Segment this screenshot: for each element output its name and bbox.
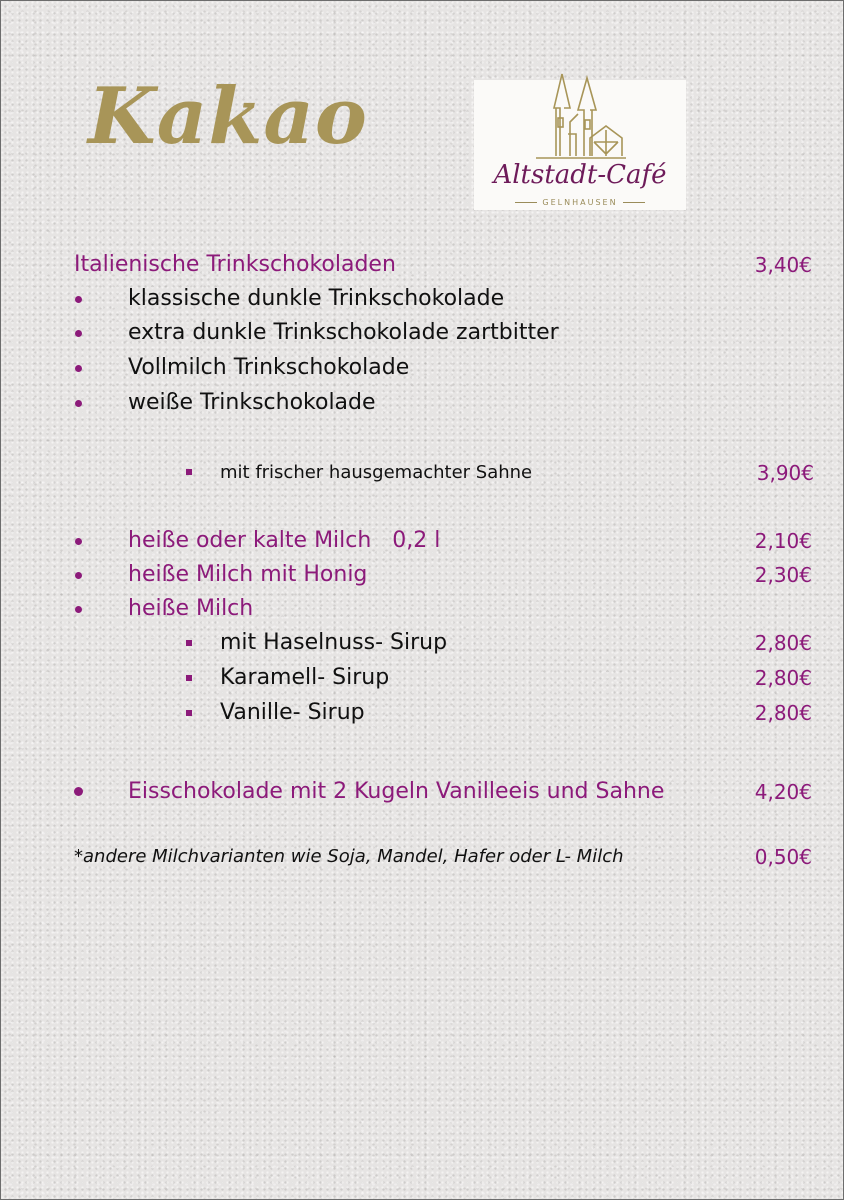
cream-option-label: mit frischer hausgemachter Sahne xyxy=(220,462,533,483)
footnote-label: *andere Milchvarianten wie Soja, Mandel, Hafer oder L- Milch xyxy=(74,846,624,867)
syrup-label: Vanille- Sirup xyxy=(220,700,365,725)
menu-item xyxy=(0,560,844,590)
bullet-icon xyxy=(75,296,82,303)
bullet-icon xyxy=(75,538,82,545)
chocolate-type: extra dunkle Trinkschokolade zartbitter xyxy=(128,320,559,345)
section-heading: Italienische Trinkschokoladen xyxy=(74,252,396,277)
footnote-row xyxy=(0,842,844,872)
list-item xyxy=(0,353,844,383)
cafe-logo xyxy=(474,80,686,210)
syrup-label: Karamell- Sirup xyxy=(220,665,390,690)
chocolate-type: Vollmilch Trinkschokolade xyxy=(128,355,410,380)
ice-chocolate-row xyxy=(0,777,844,807)
page-title: Kakao xyxy=(88,71,368,162)
syrup-label: mit Haselnuss- Sirup xyxy=(220,630,448,655)
list-item xyxy=(0,284,844,314)
syrup-price: 2,80€ xyxy=(754,701,812,725)
syrup-item xyxy=(0,663,844,693)
syrup-price: 2,80€ xyxy=(754,666,812,690)
square-bullet-icon xyxy=(186,640,192,646)
menu-item xyxy=(0,594,844,624)
list-item xyxy=(0,318,844,348)
bullet-icon xyxy=(75,606,82,613)
square-bullet-icon xyxy=(186,710,192,716)
syrup-item xyxy=(0,698,844,728)
chocolate-type: weiße Trinkschokolade xyxy=(128,390,376,415)
cream-option-price: 3,90€ xyxy=(756,461,814,485)
bullet-icon xyxy=(74,787,83,796)
bullet-icon xyxy=(75,572,82,579)
church-building-icon xyxy=(532,68,628,166)
section-heading-price: 3,40€ xyxy=(754,253,812,277)
syrup-item xyxy=(0,628,844,658)
bullet-icon xyxy=(75,330,82,337)
section-heading-row xyxy=(0,250,844,280)
menu-item-price: 2,10€ xyxy=(754,529,812,553)
logo-subtitle: GELNHAUSEN xyxy=(474,198,686,207)
chocolate-type: klassische dunkle Trinkschokolade xyxy=(128,286,505,311)
square-bullet-icon xyxy=(186,469,192,475)
ice-chocolate-price: 4,20€ xyxy=(754,780,812,804)
bullet-icon xyxy=(75,365,82,372)
square-bullet-icon xyxy=(186,675,192,681)
menu-item-label: heiße oder kalte Milch 0,2 l xyxy=(128,528,441,553)
footnote-price: 0,50€ xyxy=(754,845,812,869)
logo-name: Altstadt-Café xyxy=(493,160,667,190)
menu-item-label: heiße Milch mit Honig xyxy=(128,562,368,587)
bullet-icon xyxy=(75,400,82,407)
ice-chocolate-label: Eisschokolade mit 2 Kugeln Vanilleeis und Sahne xyxy=(128,779,665,804)
syrup-price: 2,80€ xyxy=(754,631,812,655)
menu-item-price: 2,30€ xyxy=(754,563,812,587)
menu-item-label: heiße Milch xyxy=(128,596,254,621)
list-item xyxy=(0,388,844,418)
cream-option-row xyxy=(0,458,844,488)
menu-item xyxy=(0,526,844,556)
